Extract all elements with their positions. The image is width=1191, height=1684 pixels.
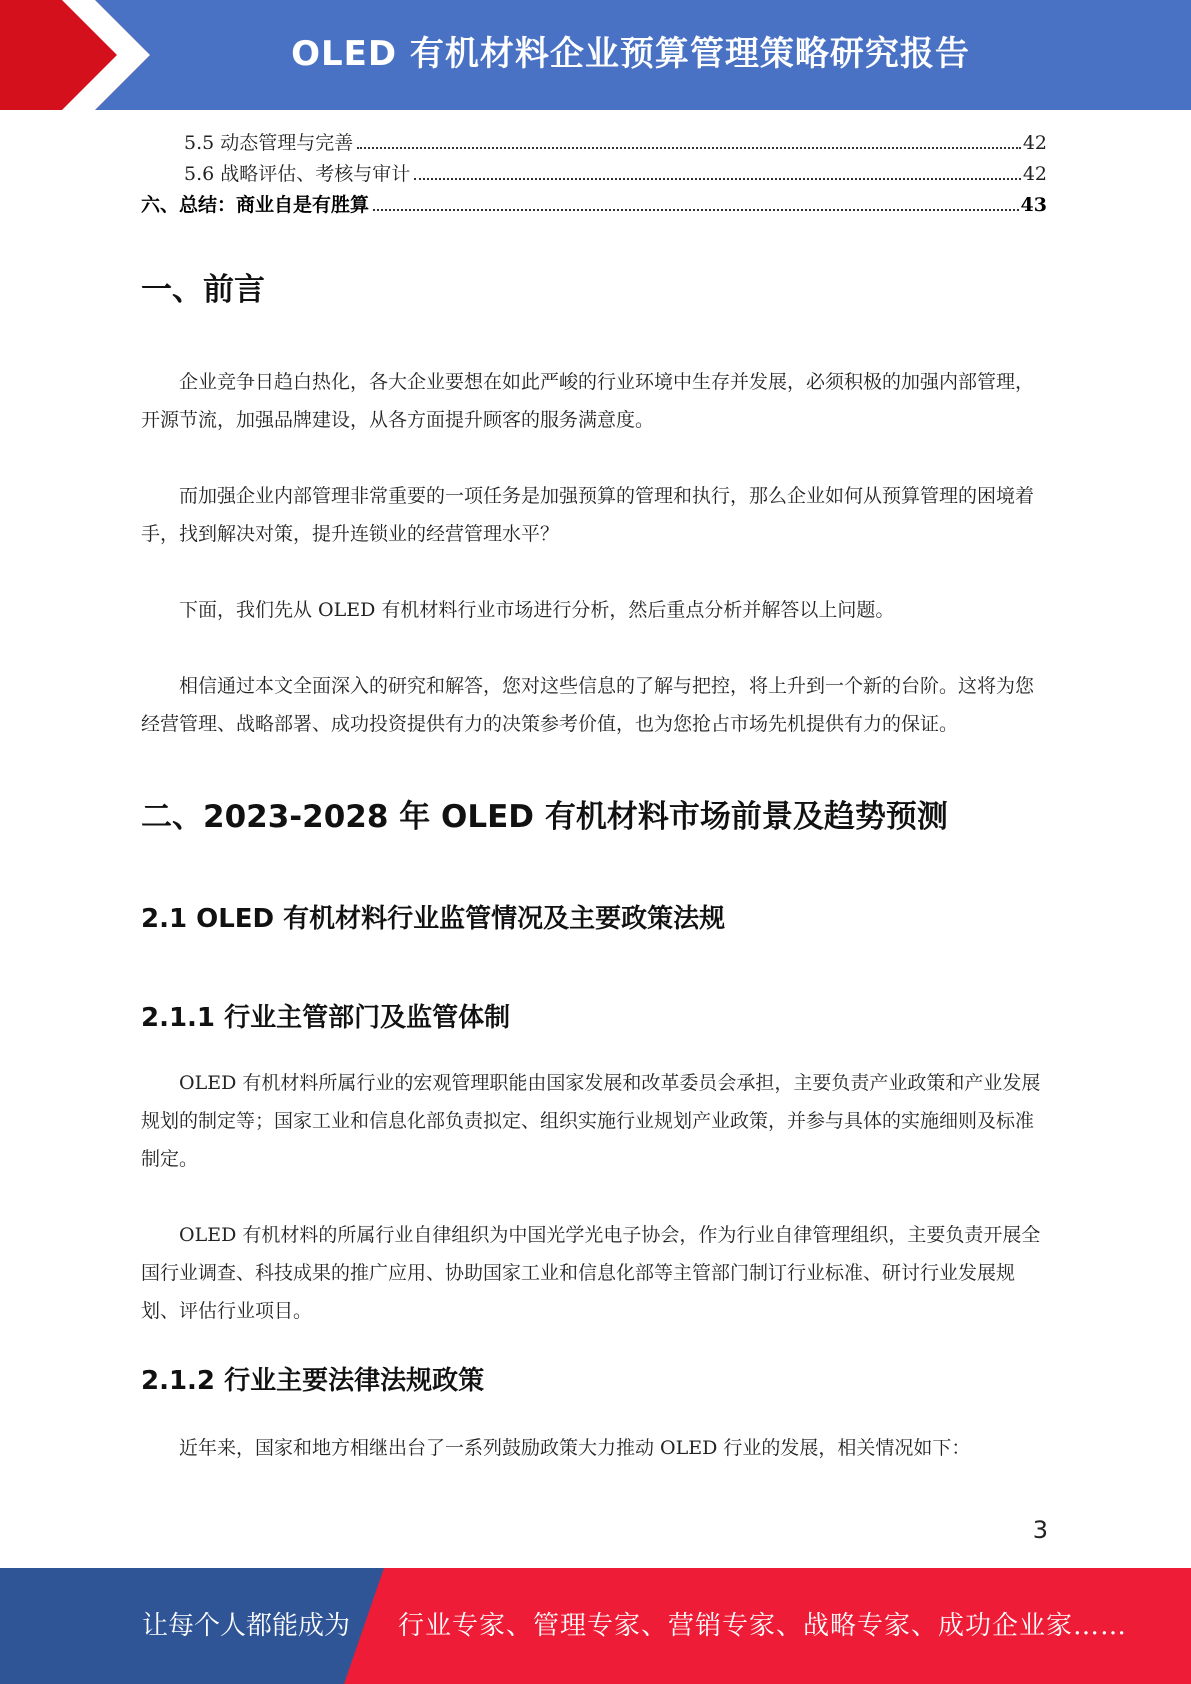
body-paragraph: 相信通过本文全面深入的研究和解答，您对这些信息的了解与把控，将上升到一个新的台阶。这将为您经营管理、战略部署、成功投资提供有力的决策参考价值，也为您抢占市场先机提供有力的保证。 (141, 675, 1035, 735)
toc-entry-label: 六、总结：商业自是有胜算 (141, 194, 370, 216)
main-content (141, 258, 1047, 1467)
body-paragraph: 近年来，国家和地方相继出台了一系列鼓励政策大力推动 OLED 行业的发展，相关情况如下： (179, 1437, 971, 1459)
body-paragraph: 企业竞争日趋白热化，各大企业要想在如此严峻的行业环境中生存并发展，必须积极的加强内部管理，开源节流，加强品牌建设，从各方面提升顾客的服务满意度。 (141, 371, 1035, 431)
body-paragraph: OLED 有机材料所属行业的宏观管理职能由国家发展和改革委员会承担，主要负责产业政策和产业发展规划的制定等；国家工业和信息化部负责拟定、组织实施行业规划产业政策，并参与具体的实施细则及标准制定。 (141, 1072, 1041, 1170)
toc-entry-label: 5.6 战略评估、考核与审计 (184, 163, 411, 185)
subsection-heading-2-1: 2.1 OLED 有机材料行业监管情况及主要政策法规 (141, 904, 726, 934)
toc-entry-label: 5.5 动态管理与完善 (184, 132, 354, 154)
table-of-contents (141, 128, 1047, 221)
footer-slogan-left: 让每个人都能成为 (142, 1611, 351, 1641)
document-title: OLED 有机材料企业预算管理策略研究报告 (291, 34, 970, 74)
toc-entry[interactable] (141, 128, 1047, 159)
toc-entry[interactable] (141, 190, 1047, 221)
page-header (0, 0, 1191, 110)
toc-entry-page: 43 (1020, 194, 1047, 216)
toc-entry-page: 42 (1022, 132, 1047, 154)
toc-dot-leader (357, 147, 1021, 149)
body-paragraph: OLED 有机材料的所属行业自律组织为中国光学光电子协会，作为行业自律管理组织，主要负责开展全国行业调查、科技成果的推广应用、协助国家工业和信息化部等主管部门制订行业标准、研讨行业发展规划、评估行业项目。 (141, 1224, 1041, 1322)
toc-entry-page: 42 (1022, 163, 1047, 185)
toc-dot-leader (414, 178, 1021, 180)
subsection-heading-2-1-1: 2.1.1 行业主管部门及监管体制 (141, 1003, 511, 1033)
body-paragraph: 而加强企业内部管理非常重要的一项任务是加强预算的管理和执行，那么企业如何从预算管理的困境着手，找到解决对策，提升连锁业的经营管理水平？ (141, 485, 1035, 545)
body-paragraph: 下面，我们先从 OLED 有机材料行业市场进行分析，然后重点分析并解答以上问题。 (179, 599, 895, 621)
section-heading-preface: 一、前言 (141, 272, 265, 308)
page-number: 3 (1032, 1516, 1048, 1544)
section-heading-forecast: 二、2023-2028 年 OLED 有机材料市场前景及趋势预测 (141, 799, 948, 835)
toc-dot-leader (373, 209, 1019, 211)
subsection-heading-2-1-2: 2.1.2 行业主要法律法规政策 (141, 1366, 485, 1396)
header-chevron-decoration (0, 0, 160, 110)
page-footer (0, 1568, 1191, 1684)
toc-entry[interactable] (141, 159, 1047, 190)
footer-slogan-right: 行业专家、管理专家、营销专家、战略专家、成功企业家…… (398, 1611, 1128, 1641)
